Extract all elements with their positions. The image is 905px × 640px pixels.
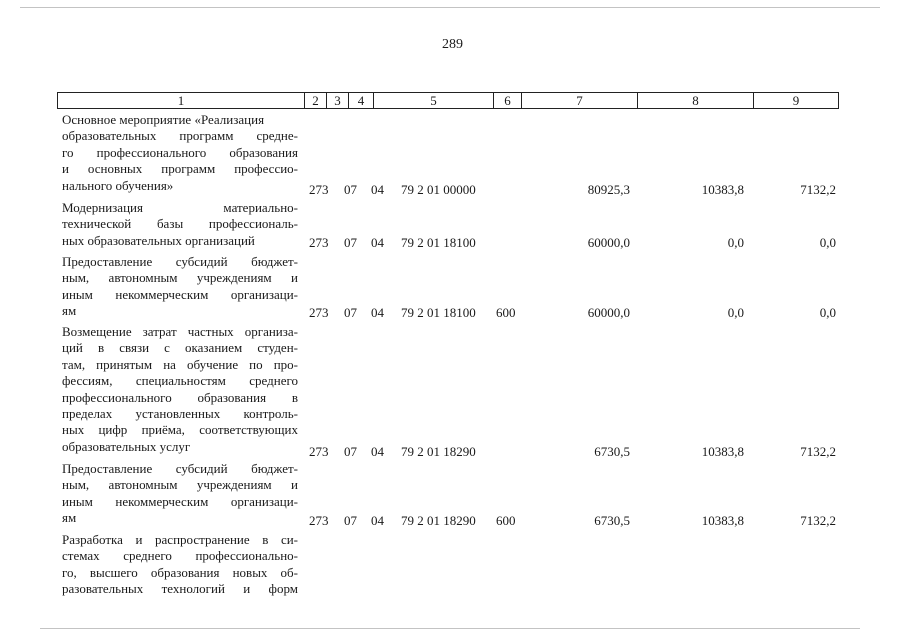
description-line: ям	[62, 510, 77, 526]
cell-col-2: 273	[309, 305, 329, 320]
description-line: ям	[62, 303, 77, 319]
cell-col-9: 7132,2	[800, 182, 836, 197]
description-line: разовательных технологий и форм	[62, 581, 298, 597]
header-col-8: 8	[638, 93, 754, 108]
cell-col-5: 79 2 01 18290	[401, 513, 476, 528]
row-description	[62, 461, 298, 527]
cell-col-9: 7132,2	[800, 513, 836, 528]
description-line: фессиям, специальностям среднего	[62, 373, 298, 389]
cell-col-8: 0,0	[727, 305, 744, 320]
cell-col-2: 273	[309, 182, 329, 197]
description-line: Модернизация материально-	[62, 200, 298, 215]
cell-col-4: 04	[371, 305, 384, 320]
cell-col-8: 10383,8	[701, 182, 744, 197]
cell-col-2: 273	[309, 513, 329, 528]
description-line: ных образовательных организаций	[62, 232, 255, 248]
header-col-1: 1	[58, 93, 305, 108]
cell-col-7: 6730,5	[594, 444, 630, 459]
description-line: ным, автономным учреждениям и	[62, 270, 298, 286]
cell-col-8: 10383,8	[701, 444, 744, 459]
description-line: образовательных услуг	[62, 438, 191, 454]
table-header-row	[57, 92, 839, 109]
cell-col-9: 0,0	[819, 305, 836, 320]
scan-artifact	[40, 628, 860, 629]
cell-col-7: 60000,0	[587, 235, 630, 250]
cell-col-2: 273	[309, 444, 329, 459]
cell-col-8: 10383,8	[701, 513, 744, 528]
cell-col-9: 0,0	[819, 235, 836, 250]
row-description	[62, 532, 298, 598]
cell-col-3: 07	[344, 305, 357, 320]
cell-col-5: 79 2 01 18290	[401, 444, 476, 459]
cell-col-6: 600	[496, 513, 516, 528]
description-line: там, принятым на обучение по про-	[62, 356, 298, 372]
description-line: образовательных программ средне-	[62, 128, 298, 144]
description-line: профессионального образования в	[62, 389, 298, 405]
cell-col-3: 07	[344, 235, 357, 250]
description-line: иным некоммерческим организаци-	[62, 286, 298, 302]
row-description	[62, 200, 298, 249]
header-col-5: 5	[374, 93, 494, 108]
description-line: Возмещение затрат частных организа-	[62, 324, 298, 339]
page-number: 289	[442, 37, 463, 52]
header-col-3: 3	[327, 93, 349, 108]
row-description	[62, 254, 298, 320]
description-line: технической базы профессиональ-	[62, 216, 298, 232]
cell-col-5: 79 2 01 18100	[401, 305, 476, 320]
description-line: ций в связи с оказанием студен-	[62, 340, 298, 356]
header-col-4: 4	[349, 93, 374, 108]
cell-col-7: 6730,5	[594, 513, 630, 528]
description-line: и основных программ профессио-	[62, 161, 298, 177]
cell-col-2: 273	[309, 235, 329, 250]
description-line: стемах среднего профессионально-	[62, 548, 298, 564]
cell-col-9: 7132,2	[800, 444, 836, 459]
description-line: нального обучения»	[62, 177, 174, 193]
header-col-2: 2	[305, 93, 327, 108]
header-col-6: 6	[494, 93, 522, 108]
cell-col-5: 79 2 01 18100	[401, 235, 476, 250]
description-line: Предоставление субсидий бюджет-	[62, 461, 298, 476]
cell-col-4: 04	[371, 182, 384, 197]
description-line: го профессионального образования	[62, 144, 298, 160]
description-line: пределах установленных контроль-	[62, 406, 298, 422]
description-line: Предоставление субсидий бюджет-	[62, 254, 298, 269]
cell-col-7: 60000,0	[587, 305, 630, 320]
cell-col-4: 04	[371, 444, 384, 459]
description-line: ным, автономным учреждениям и	[62, 477, 298, 493]
row-description	[62, 324, 298, 455]
row-description	[62, 112, 298, 194]
cell-col-5: 79 2 01 00000	[401, 182, 476, 197]
header-col-9: 9	[792, 93, 800, 108]
scan-artifact	[20, 7, 880, 8]
description-line: Основное мероприятие «Реализация	[62, 112, 265, 127]
cell-col-3: 07	[344, 513, 357, 528]
description-line: иным некоммерческим организаци-	[62, 493, 298, 509]
cell-col-8: 0,0	[727, 235, 744, 250]
description-line: Разработка и распространение в си-	[62, 532, 298, 547]
cell-col-3: 07	[344, 444, 357, 459]
header-col-7: 7	[522, 93, 638, 108]
description-line: ных цифр приёма, соответствующих	[62, 422, 298, 438]
cell-col-4: 04	[371, 513, 384, 528]
description-line: го, высшего образования новых об-	[62, 564, 298, 580]
cell-col-6: 600	[496, 305, 516, 320]
cell-col-7: 80925,3	[587, 182, 630, 197]
cell-col-3: 07	[344, 182, 357, 197]
cell-col-4: 04	[371, 235, 384, 250]
